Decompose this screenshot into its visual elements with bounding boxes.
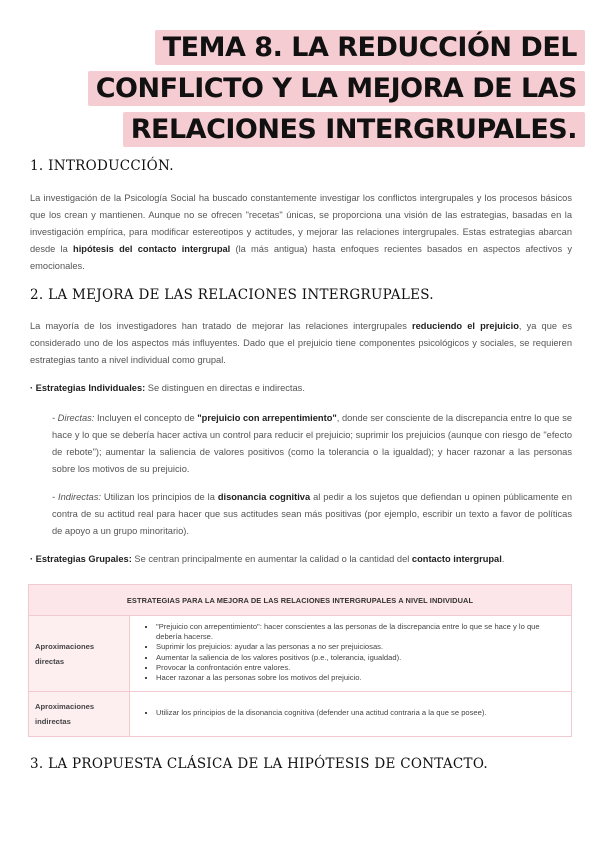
text-run: La investigación de la Psicología Social ha buscado constantemente investigar los conflictos intergrupales y los procesos básicos que los crean y mantienen. Aunque no se ofrecen "recetas" únicas, se proporciona una visión de las estrategias, basadas en la investigación empírica, para modificar estereotipos y actitudes, y mejorar las relaciones intergrupales. Estas estrategias abarcan desde la (30, 193, 572, 254)
row-label-indirect: Aproximaciones indirectas (29, 692, 130, 737)
list-item: • Utilizar los principios de la disonancia cognitiva (defender una actitud contraria a la que se posee). (156, 708, 561, 718)
text-run: (la más antigua) hasta enfoques recientes basados en aspectos afectivos y emocionales. (30, 244, 572, 271)
strategies-table (28, 584, 572, 737)
individual-strategies (30, 380, 572, 397)
indirect-strategies (52, 489, 572, 540)
text-run: al pedir a los sujetos que defiendan u opinen públicamente en contra de su actitud real para hacer que sus actitudes sean más positivas (por ejemplo, escribir un texto a favor de políticas de apoyo a un grupo minoritario). (52, 492, 573, 536)
text-run: , donde ser consciente de la discrepancia entre lo que se hace y lo que se debería hacer activa un control para reducir el prejuicio; suprimir los prejuicios (aunque con riesgo de "efecto de rebote"); aumentar la saliencia de valores positivos (como la tolerancia o la igualdad); y hacer razonar a las personas sobre los motivos de su prejuicio. (52, 413, 573, 474)
text-run: La mayoría de los investigadores han tratado de mejorar las relaciones intergrupales (30, 321, 412, 331)
list-item: • Suprimir los prejuicios: ayudar a las personas a no ser prejuiciosas. (156, 642, 561, 652)
section-2-heading: 2. LA MEJORA DE LAS RELACIONES INTERGRUPALES. (30, 287, 434, 303)
title-line-2: CONFLICTO Y LA MEJORA DE LAS (88, 71, 585, 106)
section-1-paragraph (30, 190, 572, 275)
bullet-list (138, 622, 561, 683)
table-header: ESTRATEGIAS PARA LA MEJORA DE LAS RELACIONES INTERGRUPALES A NIVEL INDIVIDUAL (29, 585, 572, 616)
text-run: Utilizan los principios de la (100, 492, 218, 502)
document-title (70, 30, 585, 153)
text-run: Se centran principalmente en aumentar la calidad o la cantidad del (131, 554, 412, 564)
bold-term: disonancia cognitiva (217, 492, 311, 502)
italic-label: - Indirectas: (52, 492, 101, 502)
text-run: Se distinguen en directas e indirectas. (145, 383, 305, 393)
section-3-heading: 3. LA PROPUESTA CLÁSICA DE LA HIPÓTESIS DE CONTACTO. (30, 756, 489, 772)
row-label-direct: Aproximaciones directas (29, 616, 130, 692)
bold-term: contacto intergrupal (411, 554, 502, 564)
bold-term: "prejuicio con arrepentimiento" (197, 413, 337, 423)
table-row (29, 616, 572, 692)
text-run: , ya que es considerado uno de los aspectos más influyentes. Dado que el prejuicio tiene componentes psicológicos y sociales, se requieren estrategias tanto a nivel individual como grupal. (30, 321, 572, 365)
bullet-list (138, 708, 561, 718)
title-line-1: TEMA 8. LA REDUCCIÓN DEL (155, 30, 585, 65)
row-content-indirect (130, 692, 572, 737)
section-1-heading: 1. INTRODUCCIÓN. (30, 158, 174, 174)
row-content-direct (130, 616, 572, 692)
direct-strategies (52, 410, 572, 478)
text-run: Incluyen el concepto de (94, 413, 198, 423)
bold-label: · Estrategias Individuales: (30, 383, 146, 393)
section-2-paragraph (30, 318, 572, 369)
text-run: . (501, 554, 505, 564)
bold-term: hipótesis del contacto intergrupal (73, 244, 231, 254)
group-strategies (30, 551, 572, 568)
title-line-3: RELACIONES INTERGRUPALES. (123, 112, 585, 147)
list-item: • Provocar la confrontación entre valores. (156, 663, 561, 673)
list-item: • Hacer razonar a las personas sobre los motivos del prejuicio. (156, 673, 561, 683)
bold-label: · Estrategias Grupales: (30, 554, 132, 564)
italic-label: - Directas: (52, 413, 95, 423)
table-row (29, 692, 572, 737)
bold-term: reduciendo el prejuicio (412, 321, 519, 331)
list-item: • "Prejuicio con arrepentimiento": hacer conscientes a las personas de la discrepancia entre lo que se hace y lo que debería hacerse. (156, 622, 561, 642)
list-item: • Aumentar la saliencia de los valores positivos (p.e., tolerancia, igualdad). (156, 653, 561, 663)
